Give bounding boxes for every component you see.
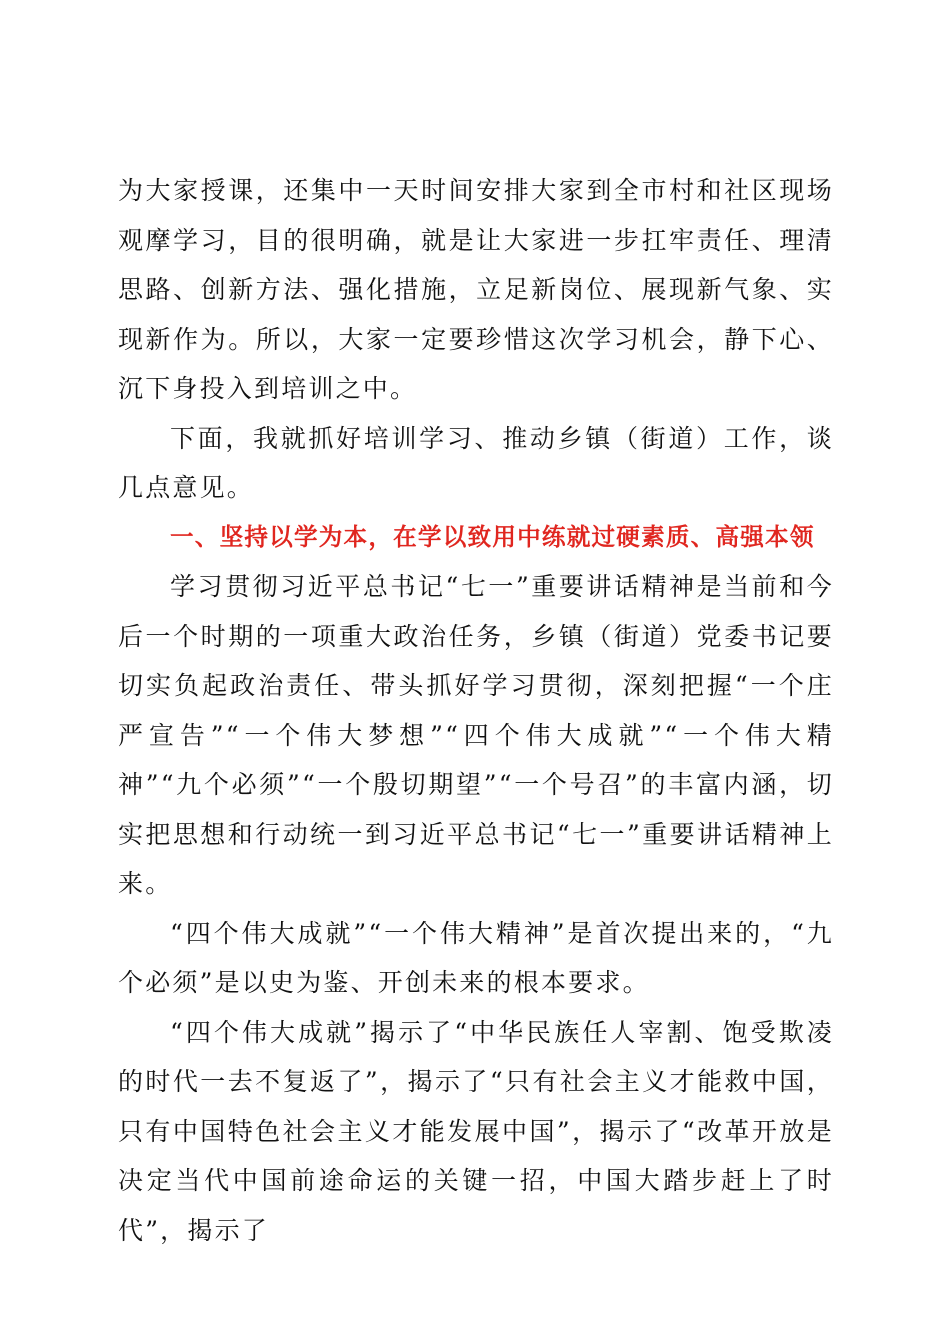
paragraph-four-achievements: “四个伟大成就”揭示了“中华民族任人宰割、饱受欺凌的时代一去不复返了”，揭示了“只有社会主义才能救中国，只有中国特色社会主义才能发展中国”，揭示了“改革开放是决定当代中国前途命运的关键一招，中国大踏步赶上了时代”，揭示了: [118, 1017, 834, 1245]
paragraph-continued: 为大家授课，还集中一天时间安排大家到全市村和社区现场观摩学习，目的很明确，就是让大家进一步扛牢责任、理清思路、创新方法、强化措施，立足新岗位、展现新气象、实现新作为。所以，大家一定要珍惜这次学习机会，静下心、沉下身投入到培训之中。: [118, 176, 834, 403]
paragraph-first-proposed: “四个伟大成就”“一个伟大精神”是首次提出来的，“九个必须”是以史为鉴、开创未来的根本要求。: [118, 918, 834, 997]
paragraph-study-spirit: 学习贯彻习近平总书记“七一”重要讲话精神是当前和今后一个时期的一项重大政治任务，乡镇（街道）党委书记要切实负起政治责任、带头抓好学习贯彻，深刻把握“一个庄严宣告”“一个伟大梦想”“四个伟大成就”“一个伟大精神”“九个必须”“一个殷切期望”“一个号召”的丰富内涵，切实把思想和行动统一到习近平总书记“七一”重要讲话精神上来。: [118, 572, 834, 898]
section-heading-1: 一、坚持以学为本，在学以致用中练就过硬素质、高强本领: [170, 522, 815, 551]
paragraph-intro-remarks: 下面，我就抓好培训学习、推动乡镇（街道）工作，谈几点意见。: [118, 423, 834, 502]
document-body: [118, 166, 834, 1255]
